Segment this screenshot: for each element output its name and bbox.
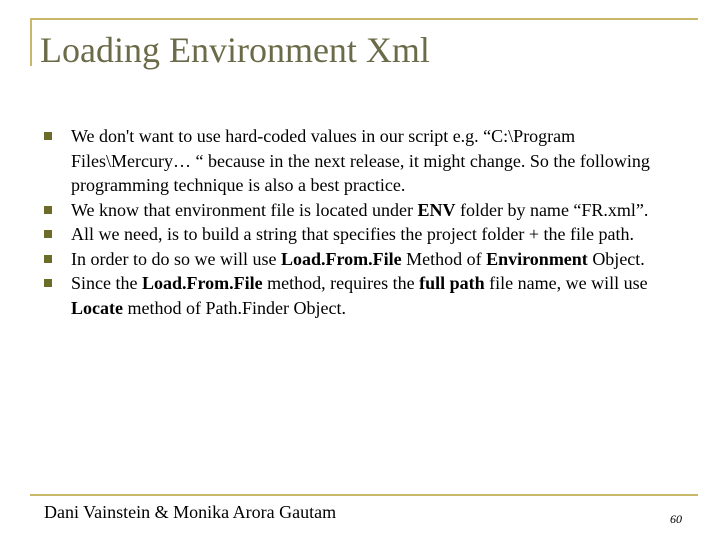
bold-term: ENV [417, 199, 456, 220]
bullet-text [71, 126, 650, 195]
bullet-item [44, 271, 684, 320]
bullet-text [71, 224, 634, 244]
text-run: Since the [71, 273, 142, 293]
bold-term: Load.From.File [141, 273, 263, 293]
footer-divider [30, 494, 698, 496]
text-run: We don't want to use hard-coded values in our script e.g. “C:\Program Files\Mercury… “ because in the next release, it might change. So the following programming technique is also a best practice. [71, 126, 650, 195]
text-run: Object. [587, 248, 645, 269]
square-bullet-icon [44, 279, 52, 287]
text-run: method of Path.Finder Object. [122, 297, 346, 318]
text-run: We know that environment file is located under [71, 199, 418, 220]
footer-author: Dani Vainstein & Monika Arora Gautam [44, 502, 337, 522]
bold-term: Environment [486, 248, 588, 269]
square-bullet-icon [44, 230, 52, 238]
text-run: folder by name “FR.xml”. [455, 199, 649, 220]
title-accent-vertical-line [30, 18, 32, 66]
square-bullet-icon [44, 132, 52, 140]
text-run: Method of [401, 248, 487, 269]
text-run: file name, we will use [484, 273, 648, 293]
bullet-text [71, 200, 648, 220]
bold-term: Load.From.File [280, 248, 402, 269]
text-run: All we need, is to build a string that specifies the project folder + the file path. [71, 224, 634, 244]
bullet-text [71, 273, 648, 318]
bold-term: full path [419, 273, 485, 293]
page-number: 60 [670, 512, 682, 526]
bold-term: Locate [71, 297, 123, 318]
bullet-item [44, 198, 684, 223]
slide-title: Loading Environment Xml [40, 30, 430, 70]
bullet-text [71, 249, 645, 269]
square-bullet-icon [44, 206, 52, 214]
title-accent-horizontal-line [30, 18, 698, 20]
bullet-item [44, 124, 684, 198]
bullet-item [44, 222, 684, 247]
bullet-item [44, 247, 684, 272]
bullet-list [44, 124, 684, 320]
text-run: method, requires the [262, 273, 420, 293]
square-bullet-icon [44, 255, 52, 263]
text-run: In order to do so we will use [71, 248, 281, 269]
